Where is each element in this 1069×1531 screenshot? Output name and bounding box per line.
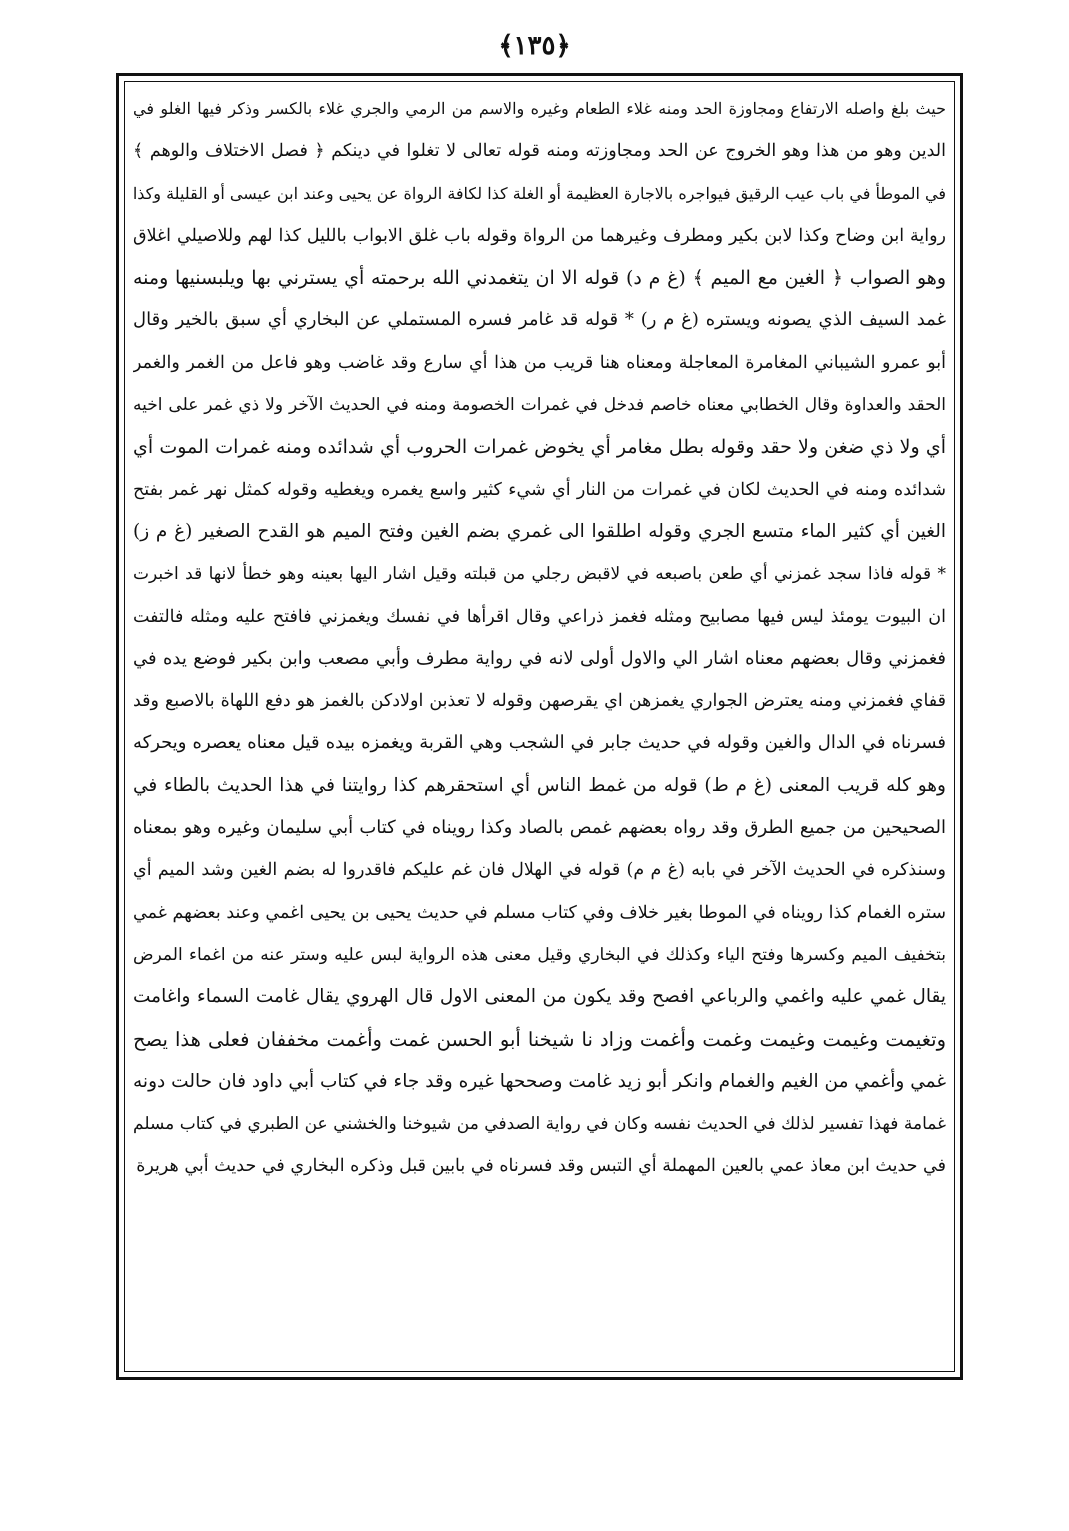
text-line: الدين وهو من هذا وهو الخروج عن الحد ومجاوزته ومنه قوله تعالى لا تغلوا في دينكم ﴿ فصل الاختلاف والوهم ﴾ [133,141,946,162]
main-text [133,88,946,1188]
text-line: وتغيمت وغيمت وغيمت وغمت وأغمت وزاد نا شيخنا أبو الحسن غمت وأغمت مخففان فعلى هذا يصح [133,1027,946,1051]
page-number: ﴿١٣٥﴾ [498,31,571,61]
text-line: غمد السيف الذي يصونه ويستره (غ م ر) * قوله قد غامر فسره المستملي عن البخاري أي سبق بالخير وقال [133,309,946,331]
text-line: في الموطأ في باب عيب الرقيق فيواجره بالاجارة العظيمة أو الغلة كذا لكافة الرواة عن يحيى وعند ابن عيسى أو القليلة وكذا [133,183,946,203]
page-border-inner [124,81,955,1372]
text-line: ستره الغمام كذا رويناه في الموطا بغير خلاف وفي كتاب مسلم في حديث يحيى بن يحيى اغمي وعند بعضهم غمي [133,902,946,923]
text-line: أي ولا ذي ضغن ولا حقد وقوله بطل مغامر أي يخوض غمرات الحروب أي شدائده ومنه غمرات الموت أي [133,436,946,459]
text-line: وهو كله قريب المعنى (غ م ط) قوله من غمط الناس أي استحقرهم كذا روايتنا في هذا الحديث بالطاء في [133,774,946,796]
text-line: الحقد والعداوة وقال الخطابي معناه خاصم فدخل في غمرات الخصومة ومنه في الحديث الآخر ولا ذي غمر على اخيه [133,395,946,416]
text-line: * قوله فاذا سجد غمزني أي طعن باصبعه في لاقبض رجلي من قبلته وقيل اشار اليها بعينه وهو خطأ لانها قد اخبرت [133,564,946,585]
text-line: رواية ابن وضاح وكذا لابن بكير ومطرف وغيرهما من الرواة وقوله باب غلق الابواب بالليل كذا لهم وللاصيلي اغلاق [133,225,946,246]
text-line: وهو الصواب ﴿ الغين مع الميم ﴾ (غ م د) قوله الا ان يتغمدني الله برحمته أي يسترني بها ويلبسنيها ومنه [133,267,946,290]
text-line: قفاي فغمزني ومنه يعترض الجواري يغمزهن اي يقرصهن وقوله لا تعذبن اولادكن بالغمز هو دفع اللهاة بالاصبع وقد [133,691,946,712]
text-line: الصحيحين من جميع الطرق وقد رواه بعضهم غمص بالصاد وكذا رويناه في كتاب أبي سليمان وغيره وهو بمعناه [133,817,946,839]
text-line: حيث بلغ واصله الارتفاع ومجاوزة الحد ومنه غلاء الطعام وغيره والاسم من الرمي والجري غلاء بالكسر وذكر فيها الغلو في [133,99,946,118]
text-line: بتخفيف الميم وكسرها وفتح الياء وكذلك في البخاري وقيل معنى هذه الرواية لبس عليه وستر عنه من اغماء المرض [133,944,946,965]
text-line: غمي وأغمي من الغيم والغمام وانكر أبو زيد غامت وصححها غيره وقد جاء في كتاب أبي داود فان حالت دونه [133,1070,946,1092]
text-line: في حديث ابن معاذ عمي بالعين المهملة أي التبس وقد فسرناه في بابين قبل وذكره البخاري في حديث أبي هريرة [136,1156,946,1177]
text-line: يقال غمي عليه واغمي والرباعي افصح وقد يكون من المعنى الاول قال الهروي يقال غامت السماء واغامت [133,986,946,1008]
text-line: ان البيوت يومئذ ليس فيها مصابيح ومثله فغمز ذراعي وقال اقرأها في نفسك ويغمزني فافتح عليه ومثله فالتفت [133,606,946,627]
text-line: الغين أي كثير الماء متسع الجري وقوله اطلقوا الى غمري بضم الغين وفتح الميم هو القدح الصغير (غ م ز) [133,520,946,542]
text-line: أبو عمرو الشيباني المغامرة المعاجلة ومعناه هنا قريب من هذا أي سارع وقد غاضب وهو فاعل من الغمر والغمر [133,352,946,373]
text-line: وسنذكره في الحديث الآخر في بابه (غ م م) قوله في الهلال فان غم عليكم فاقدروا له بضم الغين وشد الميم أي [133,860,946,881]
text-line: فغمزني وقال بعضهم معناه اشار الي والاول أولى لانه في رواية مطرف وأبي مصعب وابن بكير فوضع يده في [133,647,946,669]
text-line: فسرناه في الدال والغين وقوله في حديث جابر في الشجب وهي القربة ويغمزه بيده قيل معناه يعصره ويحركه [133,732,946,754]
text-line: غمامة فهذا تفسير لذلك في الحديث نفسه وكان في رواية الصدفي من شيوخنا والخشني عن الطبري في كتاب مسلم [133,1114,946,1135]
text-line: شدائده ومنه في الحديث لكان في غمرات من النار أي شيء كثير واسع يغمره ويغطيه وقوله كمثل نهر غمر بفتح [133,479,946,500]
